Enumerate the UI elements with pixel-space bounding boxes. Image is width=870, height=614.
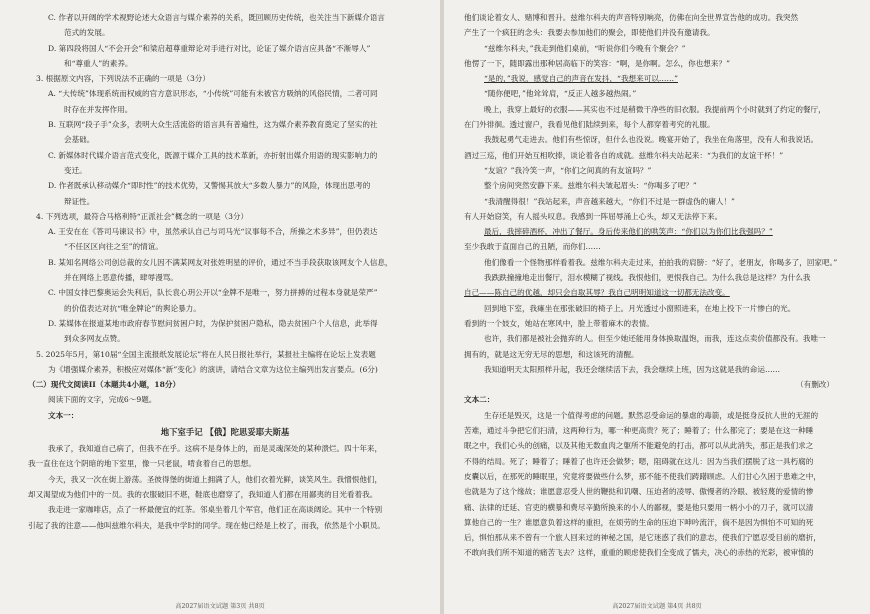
text-line: D. 某媒体在报道某地市政府春节慰问贫困户时，为保护贫困户隐私，隐去贫困户个人信息，此举得: [48, 318, 378, 328]
text-line: 的价值表达对抗“唯金牌论”的舆论暴力。: [64, 303, 201, 313]
text-line: C. 作者以开阔的学术视野论述大众语言与媒介素养的关系，既回顾历史传统，也关注当下新媒介语言: [48, 13, 385, 22]
text-line: 也就是为了这个缘故；谁愿意忍受人世的鞭挞和讥嘲、压迫者的凌辱、傲慢者的冷眼、被轻蔑的爱情的惨: [464, 487, 814, 497]
text-line: 他们像看一个怪物那样看着我。兹维尔科夫走过来，拍拍我的肩膀：“好了，老朋友，你喝多了，回家吧。”: [484, 257, 838, 267]
right-story-block: [464, 10, 854, 377]
text-line: B. 某知名网络公司创总裁的女儿因不满某网友对张姓明星的评价，通过不当手段获取该网友个人信息，: [48, 257, 393, 267]
text-line: 范式的发展。: [64, 28, 110, 38]
text-line: 他愣了一下，随即露出那种居高临下的笑容：“啊，是你啊。怎么，你也想来？”: [464, 58, 730, 68]
text-line: B. 互联网“段子手”众多，表明大众生活流俗的语言具有普遍性，这为媒介素养教育奠定了坚实的社: [48, 120, 378, 130]
text-line: 眠之中，我们心头的创痛，以及其他无数血肉之躯所不能避免的打击，都可以从此消失，那正是我们求之: [464, 441, 814, 451]
text-line: 4. 下列选项，最符合马格利特“正派社会”概念的一项是（3分）: [36, 211, 249, 221]
text-line: A. 王安在在《答司马谏议书》中，虽然承认自己与司马光“议事每不合，所操之术多异”，但仍表达: [48, 227, 378, 237]
text-line: 回到地下室，我瘫坐在那张破旧的椅子上。月光透过小窗照进来，在地上投下一片惨白的光。: [484, 303, 796, 313]
text-line: “我清醒得很！”我站起来，声音越来越大，“你们不过是一群虚伪的庸人！”: [484, 196, 735, 206]
text-line: 引起了我的注意——他叫兹维尔科夫，是我中学时的同学。现在他已经是上校了，而我，依然是个小职员。: [28, 520, 385, 530]
text-line: 3. 根据原文内容，下列说法不正确的一项是（3分）: [36, 74, 210, 84]
text-line: C. 中国女排巴黎奥运会失利后，队长袁心玥公开以“金牌不是唯一，努力拼搏的过程本身就是荣严”: [48, 288, 378, 298]
text2-block: [464, 408, 854, 561]
text-line: 有人开始窃笑，有人摇头叹息。我感到一阵屈辱涌上心头，却又无法停下来。: [464, 211, 723, 221]
text-line: 后，惧怕那从来不曾有一个旅人回来过的神秘之国，是它迷惑了我们的意志，使我们宁愿忍受目前的磨折，: [464, 533, 821, 543]
text-line: 我鼓起勇气走进去。他们有些惊讶，但什么也没说。晚宴开始了，我坐在角落里，没有人和我说话。: [484, 135, 819, 145]
text-line: C. 新媒体时代媒介语言范式变化，既源于媒介工具的技术革新，亦折射出媒介用语的现实影响力的: [48, 150, 378, 160]
revision-note: （有删改）: [796, 380, 834, 390]
text-line: 拥有的，就是这无穷无尽的思想，和这该死的清醒。: [464, 349, 639, 359]
text-line: 会基础。: [64, 135, 95, 145]
left-question-block: [28, 10, 422, 423]
text-line: 苦难，通过斗争把它们扫清，这两种行为，哪一种更高贵？死了；睡着了；什么都完了；要是在这一种睡: [464, 426, 814, 436]
text-line: 今天，我又一次在街上游荡。圣彼得堡的街道上拥满了人，他们衣着光鲜，谈笑风生。我憎恨他们，: [48, 474, 383, 484]
story-text-block: [28, 441, 422, 533]
text-line: 却又渴望成为他们中的一员。我的衣服破旧不堪，鞋底也磨穿了，我知道人们都在用鄙夷的目光看着我。: [28, 489, 378, 499]
text-line: 皮囊以后，在那死的睡眠里，究竟将要做些什么梦，那不能不使我们踌躇顾虑。人们甘心久困于患难之中，: [464, 471, 821, 481]
text-line: 我知道明天太阳照样升起，我还会继续活下去，我会继续上班，因为这就是我的命运……: [484, 364, 781, 374]
exam-page-right: [444, 0, 870, 614]
text-line: 变迁。: [64, 165, 87, 175]
text-line: 不敢向我们所不知道的痛苦飞去？这样，重重的顾虑使我们全变成了懦夫，决心的赤热的光彩，被审慎的: [464, 548, 814, 558]
story-title: 地下室手记 【俄】陀思妥耶夫斯基: [160, 427, 290, 438]
text-line: 整个房间突然安静下来。兹维尔科夫皱起眉头：“你喝多了吧？”: [484, 181, 697, 191]
text-line: 也许，我们都是被社会抛弃的人。但至少她还能用身体换取温饱，而我，连这点卖价值都没有。我唯一: [484, 334, 826, 344]
text-line: 痛、法律的迁延、官吏的横暴和费尽辛勤所换来的小人的鄙视，要是他只要用一柄小小的刀子，就可以清: [464, 502, 814, 512]
text-line: 在门外徘徊。透过窗户，我看见他们陆续到来，每个人都穿着考究的礼服。: [464, 120, 715, 130]
text-line: 他们谈论着女人、赌博和晋升。兹维尔科夫的声音特别响亮，仿佛在向全世界宣告他的成功。我突然: [464, 13, 799, 22]
text-line: 算他自己的一生？谁愿意负着这样的重担，在烦劳的生命的压迫下呻吟流汗，倘不是因为惧怕不可知的死: [464, 517, 814, 527]
text-line: A. “大传统”体现系统而权威的官方意识形态，“小传统”可能有未被官方吸纳的风俗民情，二者可同: [48, 89, 378, 99]
text-line: D. 第四段将国人“不会开会”和梁启超尊重辩论对手进行对比，论证了媒介语言应具备“不渐辱人”: [48, 43, 371, 53]
page-footer-left: 高2027届语文试题 第3页 共8页: [175, 603, 265, 610]
text-line: 最后，我摔碎酒杯，冲出了餐厅。身后传来他们的哄笑声：“你们以为你们比我强吗？”: [484, 227, 773, 237]
text-line: 至少我敢于直面自己的丑陋，而你们……: [464, 242, 601, 252]
text-line: D. 作者既承认移动媒介“即时性”的技术优势，又警惕其放大“多数人暴力”的风险，体现出思考的: [48, 181, 371, 191]
text-line: 到众多网友点赞。: [64, 334, 125, 344]
text-line: 阅读下面的文字，完成6～9题。: [48, 395, 157, 405]
text-line: 我承了，我知道自己病了，但我不在乎。这病不是身体上的，而是灵魂深处的某种溃烂。四十年来，: [48, 444, 383, 454]
text-line: 辩证性。: [64, 196, 95, 206]
text-line: “随你便吧，”他耸耸肩，“反正人越多越热闹。”: [484, 89, 637, 99]
text-line: “友谊？”我冷笑一声，“你们之间真的有友谊吗？”: [484, 165, 652, 175]
text-line: 产生了一个疯狂的念头：我要去参加他们的聚会，即使他们并没有邀请我。: [464, 28, 715, 38]
text-line: “是的，”我说，感觉自己的声音在发抖，“我想来可以……”: [484, 74, 678, 84]
text-line: 和“尊重人”的素养。: [64, 58, 133, 68]
page-footer-right: 高2027届语文试题 第4页 共8页: [612, 603, 702, 610]
text-line: （二）现代文阅读II（本题共4小题，18分）: [28, 380, 181, 390]
text-line: 为《增强媒介素养，积极应对媒体“新”变化》的演讲，请结合文章为这位主编列出发言要点。(6分): [48, 364, 378, 374]
text2-label: 文本二：: [464, 395, 495, 405]
text-line: 并在网络上恶意传播，肆辱漫骂。: [64, 273, 178, 283]
text-line: 晚上，我穿上最好的衣服——其实也不过是稍微干净些的旧衣服。我提前两个小时就到了约定的餐厅，: [484, 104, 826, 114]
text-line: 文本一：: [48, 410, 79, 420]
text-line: 我一直住在这个阴暗的地下室里，像一只老鼠，啃食着自己的思想。: [28, 459, 256, 469]
text-line: 时存在并发挥作用。: [64, 104, 133, 114]
text-line: 5. 2025年5月，第10届“全国主流报纸发展论坛”将在人民日报社举行，某报社主编将在论坛上发表题: [36, 349, 376, 359]
text-line: “不任区区向往之至”的情谊。: [64, 242, 163, 252]
text-line: 看到的一个妓女，她站在寒风中，脸上带着麻木的表情。: [464, 318, 654, 328]
text-line: 不得的结局。死了；睡着了；睡着了也许还会做梦；嗯，阻碍就在这儿：因为当我们摆脱了这一具朽腐的: [464, 456, 814, 466]
text-line: 生存还是毁灭，这是一个值得考虑的问题。默然忍受命运的暴虐的毒箭，或是挺身反抗人世的无涯的: [484, 410, 819, 420]
text-line: 酒过三巡，他们开始互相吹捧，谈论着各自的成就。兹维尔科夫站起来：“为我们的友谊干杯！”: [464, 150, 784, 160]
text-line: “兹维尔科夫，”我走到他们桌前，“听说你们今晚有个聚会？”: [484, 43, 686, 53]
text-line: 自己——陈自己的优越，却只会自取其辱？我自己明明知道这一切都无法改变。: [464, 288, 730, 298]
text-line: 我跌跌撞撞地走出餐厅，泪水模糊了视线。我恨他们，更恨我自己。为什么我总是这样？为什么我: [484, 273, 811, 283]
text-line: 我走进一家咖啡店，点了一杯最便宜的红茶。邻桌坐着几个军官，他们正在高谈阔论。其中一个特别: [48, 505, 383, 515]
